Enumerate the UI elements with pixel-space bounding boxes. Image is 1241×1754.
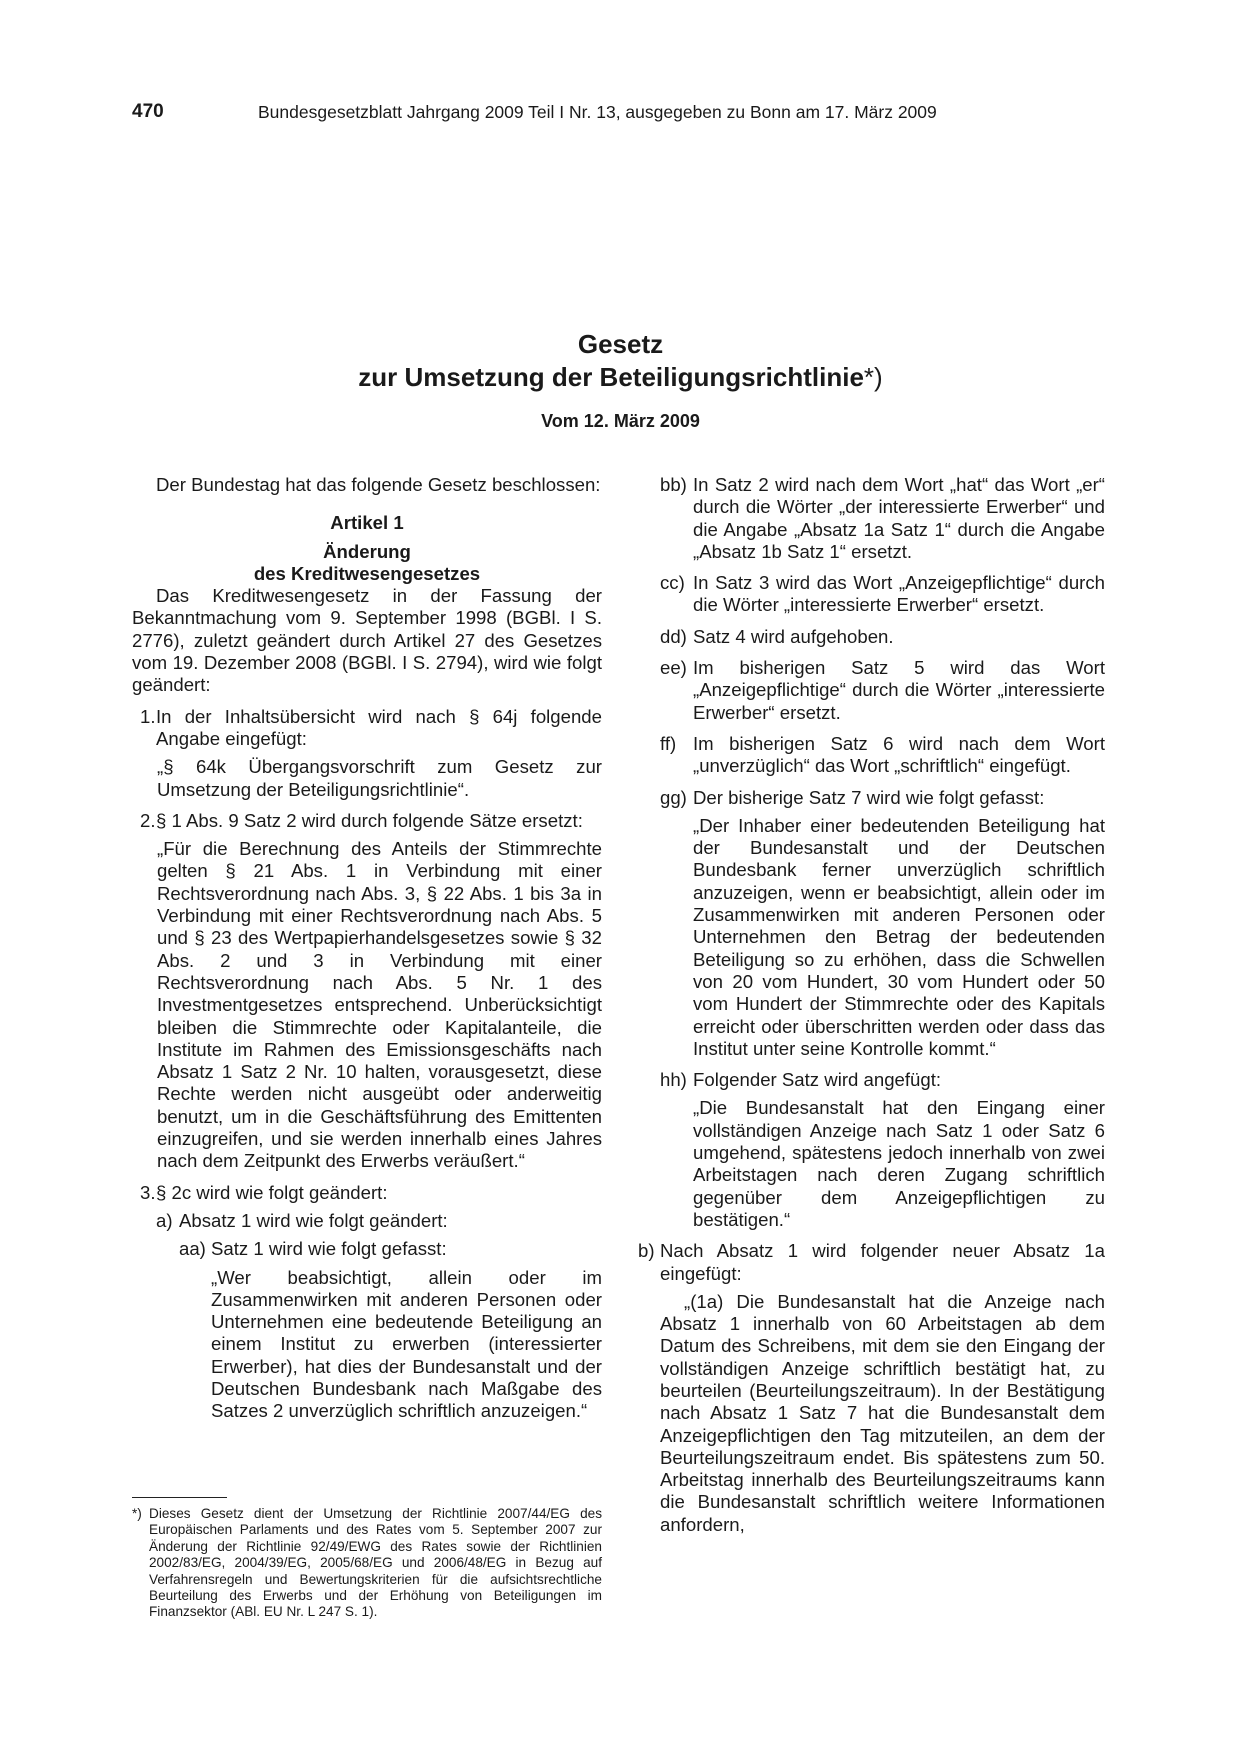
item-quote: „Wer beabsichtigt, allein oder im Zusammenwirken mit anderen Personen oder Unternehmen eine bedeutende Beteiligung an einem Institut zu erwerben (interessierter Erwerber), hat dies der Bundesanstalt und der Deutschen Bundesbank nach Maßgabe des Satzes 2 unverzüglich schriftlich anzuzeigen.“ bbox=[211, 1266, 602, 1422]
left-column bbox=[132, 474, 602, 1423]
title-footnote-mark[interactable]: *) bbox=[863, 362, 883, 392]
law-title bbox=[0, 328, 1241, 394]
item-label: dd) bbox=[660, 625, 687, 647]
item-label: hh) bbox=[660, 1069, 687, 1091]
list-item-dd bbox=[660, 626, 1105, 648]
item-label: aa) bbox=[179, 1238, 206, 1260]
item-quote: „§ 64k Übergangsvorschrift zum Gesetz zur Umsetzung der Beteiligungsrichtlinie“. bbox=[157, 756, 602, 800]
item-text: Im bisherigen Satz 5 wird das Wort „Anzeigepflichtige“ durch die Wörter „interessierte Erwerber“ ersetzt. bbox=[693, 657, 1105, 723]
list-item-ee bbox=[660, 657, 1105, 724]
article-title-2: des Kreditwesengesetzes bbox=[253, 562, 481, 584]
title-text: zur Umsetzung der Beteiligungsrichtlinie bbox=[358, 362, 864, 392]
item-text: Im bisherigen Satz 6 wird nach dem Wort „unverzüglich“ das Wort „schriftlich“ eingefügt. bbox=[693, 732, 1105, 777]
article-heading: Artikel 1 bbox=[330, 512, 404, 534]
item-text: Satz 4 wird aufgehoben. bbox=[693, 625, 894, 647]
item-quote: „Die Bundesanstalt hat den Eingang einer vollständigen Anzeige nach Satz 1 oder Satz 6 umgehend, spätestens jedoch innerhalb von zwei Arbeitstagen nach deren Zugang schriftlich gegenüber dem Anzeigepflichtigen zu bestätigen.“ bbox=[693, 1097, 1105, 1230]
item-label: gg) bbox=[660, 786, 687, 808]
item-text: Satz 1 wird wie folgt gefasst: bbox=[211, 1238, 447, 1260]
article-intro: Das Kreditwesengesetz in der Fassung der Bekanntmachung vom 9. September 1998 (BGBl. I S. 2776), zuletzt geändert durch Artikel 27 des Gesetzes vom 19. Dezember 2008 (BGBl. I S. 2794), wird wie folgt geändert: bbox=[132, 585, 602, 696]
law-date: Vom 12. März 2009 bbox=[541, 411, 700, 431]
footnote-rule bbox=[132, 1497, 227, 1498]
item-text: In der Inhaltsübersicht wird nach § 64j folgende Angabe eingefügt: bbox=[156, 705, 602, 749]
page-number: 470 bbox=[132, 101, 164, 122]
footnote-text: Dieses Gesetz dient der Umsetzung der Richtlinie 2007/44/EG des Europäischen Parlaments und des Rates vom 5. September 2007 zur Änderung der Richtlinie 92/49/EWG des Rates sowie der Richtlinien 2002/83/EG, 2004/39/EG, 2005/68/EG und 2006/48/EG in Bezug auf Verfahrensregeln und Bewertungskriterien für die aufsichtsrechtliche Beurteilung des Erwerbs und der Erhöhung von Beteiligungen im Finanzsektor (ABl. EU Nr. L 247 S. 1). bbox=[149, 1506, 602, 1620]
list-item-2 bbox=[132, 810, 602, 1173]
list-item-bb bbox=[660, 474, 1105, 563]
item-label: 3. bbox=[140, 1181, 156, 1203]
item-text: Nach Absatz 1 wird folgender neuer Absatz 1a eingefügt: bbox=[660, 1240, 1105, 1284]
item-text: In Satz 3 wird das Wort „Anzeigepflichtige“ durch die Wörter „interessierte Erwerber“ ersetzt. bbox=[693, 572, 1105, 616]
item-text: Der bisherige Satz 7 wird wie folgt gefasst: bbox=[693, 786, 1045, 808]
item-label: a) bbox=[156, 1209, 173, 1231]
item-label: ff) bbox=[660, 732, 677, 754]
item-text: In Satz 2 wird nach dem Wort „hat“ das Wort „er“ durch die Wörter „der interessierte Erwerber“ und die Angabe „Absatz 1a Satz 1“ durch die Angabe „Absatz 1b Satz 1“ ersetzt. bbox=[693, 474, 1105, 562]
item-quote: „Der Inhaber einer bedeutenden Beteiligung hat der Bundesanstalt und der Deutschen Bundesbank ferner unverzüglich schriftlich anzuzeigen, wenn er beabsichtigt, allein oder im Zusammenwirken mit anderen Personen oder Unternehmen den Betrag der bedeutenden Beteiligung so zu erhöhen, dass die Schwellen von 20 vom Hundert, 30 vom Hundert oder 50 vom Hundert der Stimmrechte oder des Kapitals erreicht oder überschritten werden oder dass das Institut unter seine Kontrolle kommt.“ bbox=[693, 814, 1105, 1059]
right-column bbox=[638, 474, 1105, 1536]
list-item-3aa bbox=[179, 1238, 602, 1422]
list-item-hh bbox=[660, 1069, 1105, 1231]
title-line-2 bbox=[0, 361, 1241, 394]
item-label: ee) bbox=[660, 657, 687, 679]
item-label: 2. bbox=[140, 809, 156, 831]
running-head: Bundesgesetzblatt Jahrgang 2009 Teil I Nr. 13, ausgegeben zu Bonn am 17. März 2009 bbox=[258, 102, 937, 122]
list-item-1 bbox=[132, 706, 602, 801]
item-label: 1. bbox=[140, 705, 156, 727]
list-item-3a bbox=[156, 1210, 602, 1423]
list-item-3 bbox=[132, 1182, 602, 1423]
list-item-cc bbox=[660, 572, 1105, 617]
list-item-gg bbox=[660, 787, 1105, 1061]
item-label: b) bbox=[638, 1240, 655, 1262]
list-item-b bbox=[638, 1240, 1105, 1536]
item-text: Folgender Satz wird angefügt: bbox=[693, 1069, 942, 1091]
footnote-mark: *) bbox=[132, 1506, 142, 1521]
list-item-ff bbox=[660, 733, 1105, 778]
item-quote: „Für die Berechnung des Anteils der Stimmrechte gelten § 21 Abs. 1 in Verbindung mit einer Rechtsverordnung nach Abs. 3, § 22 Abs. 1 bis 3a in Verbindung mit einer Rechtsverordnung nach Abs. 5 und § 23 des Wertpapierhandelsgesetzes sowie § 32 Abs. 2 und 3 in Verbindung mit einer Rechtsverordnung nach Abs. 5 Nr. 1 des Investmentgesetzes entsprechend. Unberücksichtigt bleiben die Stimmrechte oder Kapitalanteile, die Institute im Rahmen des Emissionsgeschäfts nach Absatz 1 Satz 2 Nr. 10 halten, vorausgesetzt, diese Rechte werden nicht ausgeübt oder anderweitig benutzt, um in die Geschäftsführung des Emittenten einzugreifen, und sie werden innerhalb eines Jahres nach dem Zeitpunkt des Erwerbs veräußert.“ bbox=[157, 838, 602, 1172]
footnote bbox=[132, 1506, 602, 1621]
enactment-clause: Der Bundestag hat das folgende Gesetz beschlossen: bbox=[156, 474, 601, 495]
item-text: § 1 Abs. 9 Satz 2 wird durch folgende Sätze ersetzt: bbox=[156, 809, 583, 831]
item-text: Absatz 1 wird wie folgt geändert: bbox=[179, 1209, 448, 1231]
item-text: § 2c wird wie folgt geändert: bbox=[156, 1181, 388, 1203]
item-quote: „(1a) Die Bundesanstalt hat die Anzeige nach Absatz 1 innerhalb von 60 Arbeitstagen ab dem Datum des Schreibens, mit dem sie den Eingang der vollständigen Anzeige schriftlich bestätigt hat, zu beurteilen (Beurteilungszeitraum). In der Bestätigung nach Absatz 1 Satz 7 hat die Bundesanstalt dem Anzeigepflichtigen den Tag mitzuteilen, an dem der Beurteilungszeitraum endet. Bis spätestens zum 50. Arbeitstag innerhalb des Beurteilungszeitraums kann die Bundesanstalt schriftlich weitere Informationen anfordern, bbox=[660, 1290, 1105, 1535]
title-line-1: Gesetz bbox=[577, 329, 664, 359]
item-label: cc) bbox=[660, 572, 685, 594]
article-title-1: Änderung bbox=[323, 540, 411, 562]
item-label: bb) bbox=[660, 474, 687, 495]
